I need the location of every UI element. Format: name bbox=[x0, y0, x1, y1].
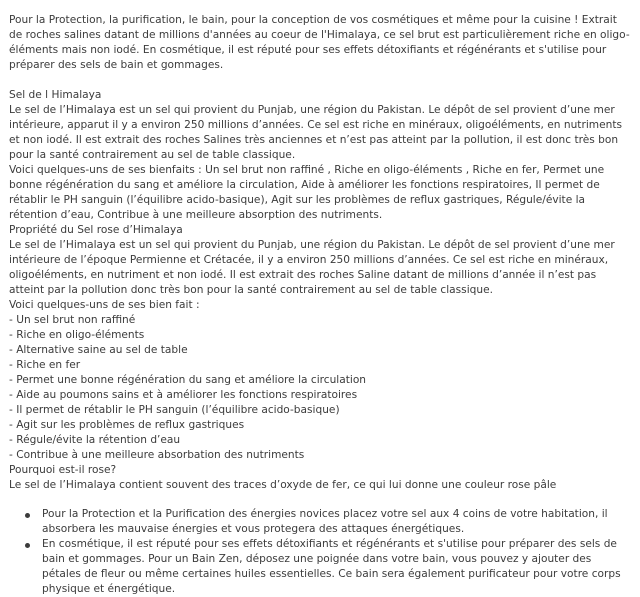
benefit-item: - Riche en fer bbox=[9, 359, 81, 371]
benefit-item: - Il permet de rétablir le PH sanguin (l’équilibre acido-basique) bbox=[9, 404, 340, 416]
benefits-list bbox=[9, 313, 633, 463]
benefit-item: - Régule/évite la rétention d’eau bbox=[9, 434, 181, 446]
intro-paragraph: Pour la Protection, la purification, le bain, pour la conception de vos cosmétiques et même pour la cuisine ! Extrait de roches salines datant de millions d'années au coeur de l'Himalaya, ce sel brut est particulièrement riche en oligo-éléments mais non iodé. En cosmétique, il est réputé pour ses effets détoxifiants et régénérants et s'utilise pour préparer des sels de bain et gommages. bbox=[9, 14, 630, 71]
benefit-item: - Aide au poumons sains et à améliorer les fonctions respiratoires bbox=[9, 389, 358, 401]
usage-bullet-list bbox=[9, 507, 633, 597]
benefit-item: - Un sel brut non raffiné bbox=[9, 314, 136, 326]
usage-bullet-item: En cosmétique, il est réputé pour ses effets détoxifiants et régénérants et s'utilise pour préparer des sels de bain et gommages. Pour un Bain Zen, déposez une poignée dans votre bain, vous pouvez y ajouter des pétales de fleur ou même certaines huiles essentielles. Ce bain sera également purificateur pour votre corps physique et énergétique. bbox=[39, 537, 633, 597]
benefit-item: - Permet une bonne régénération du sang et améliore la circulation bbox=[9, 374, 367, 386]
why-pink-answer: Le sel de l’Himalaya contient souvent des traces d’oxyde de fer, ce qui lui donne une couleur rose pâle bbox=[9, 479, 557, 491]
benefit-item: - Alternative saine au sel de table bbox=[9, 344, 188, 356]
rose-salt-description: Le sel de l’Himalaya est un sel qui provient du Punjab, une région du Pakistan. Le dépôt de sel provient d’une mer intérieure de l’époque Permienne et Crétacée, il y a environ 250 millions d’années. Ce sel est riche en minéraux, oligoéléments, en nutriment et non iodé. Il est extrait des roches Saline datant de millions d’année il n’est pas atteint par la pollution donc très bon pour la santé contrairement au sel de table classique. bbox=[9, 239, 615, 296]
benefits-list-intro: Voici quelques-uns de ses bien fait : bbox=[9, 299, 200, 311]
himalaya-description: Le sel de l’Himalaya est un sel qui provient du Punjab, une région du Pakistan. Le dépôt de sel provient d’une mer intérieure, apparut il y a environ 250 millions d’années. Ce sel est riche en minéraux, oligoéléments, en nutriments et non iodé. Il est extrait des roches Salines très anciennes et n’est pas atteint par la pollution, il est donc très bon pour la santé contrairement au sel de table classique. bbox=[9, 104, 622, 161]
benefit-item: - Riche en oligo-éléments bbox=[9, 329, 145, 341]
product-description bbox=[9, 13, 633, 597]
benefit-item: - Contribue à une meilleure absorbation des nutriments bbox=[9, 449, 305, 461]
rose-salt-heading: Propriété du Sel rose d’Himalaya bbox=[9, 224, 183, 236]
benefit-item: - Agit sur les problèmes de reflux gastriques bbox=[9, 419, 245, 431]
himalaya-heading: Sel de l Himalaya bbox=[9, 89, 102, 101]
usage-bullet-item: Pour la Protection et la Purification des énergies novices placez votre sel aux 4 coins de votre habitation, il absorbera les mauvaise énergies et vous protegera des attaques énergétiques. bbox=[39, 507, 633, 537]
benefits-inline: Voici quelques-uns de ses bienfaits : Un sel brut non raffiné , Riche en oligo-éléments , Riche en fer, Permet une bonne régénération du sang et améliore la circulation, Aide à améliorer les fonctions respiratoires, Il permet de rétablir le PH sanguin (l’équilibre acido-basique), Agit sur les problèmes de reflux gastriques, Régule/évite la rétention d’eau, Contribue à une meilleure absorption des nutriments. bbox=[9, 164, 605, 221]
why-pink-question: Pourquoi est-il rose? bbox=[9, 464, 117, 476]
